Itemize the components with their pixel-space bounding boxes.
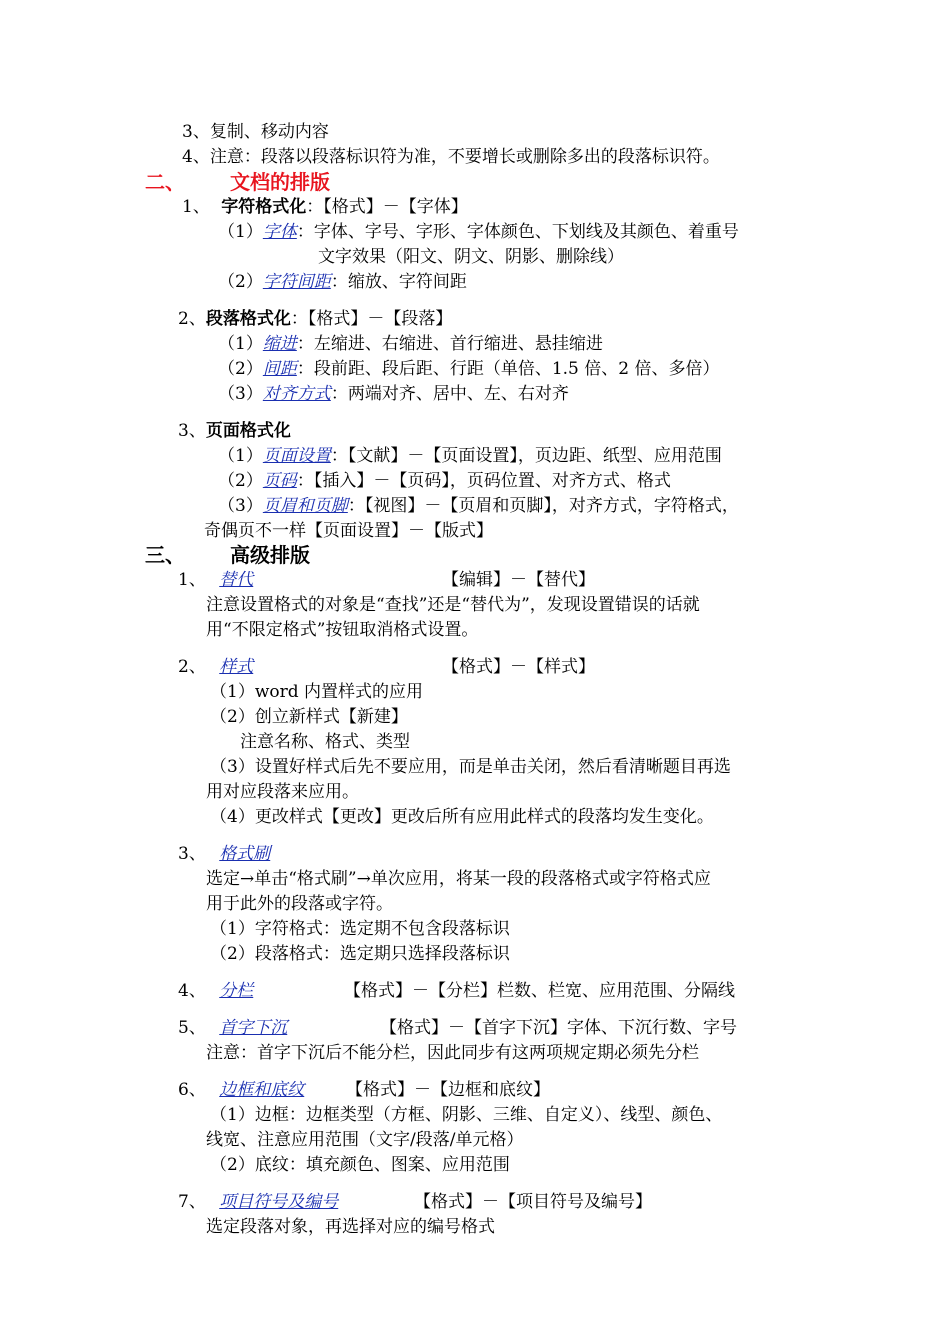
item-number: 7、 xyxy=(178,1192,206,1212)
indent-link[interactable]: 缩进 xyxy=(262,334,297,354)
item-text: ：缩放、字符间距 xyxy=(330,272,467,292)
subsection-heading xyxy=(178,1078,304,1102)
columns-link[interactable]: 分栏 xyxy=(219,981,254,1001)
paragraph-line: （3）设置好样式后先不要应用，而是单击关闭，然后看清晰题目再选 xyxy=(210,757,731,777)
header-footer-link[interactable]: 页眉和页脚 xyxy=(262,496,348,516)
subsection-heading xyxy=(178,842,270,866)
paragraph-line: （2）创立新样式【新建】 xyxy=(210,707,408,727)
item-prefix: （3） xyxy=(218,496,263,516)
paragraph-line: 用“不限定格式”按钮取消格式设置。 xyxy=(206,620,479,640)
page-number-link[interactable]: 页码 xyxy=(262,471,297,491)
subsection-heading xyxy=(178,568,253,592)
item-text: ：两端对齐、居中、左、右对齐 xyxy=(330,384,569,404)
subsection-heading xyxy=(178,1190,338,1214)
item-text: ：左缩进、右缩进、首行缩进、悬挂缩进 xyxy=(296,334,603,354)
char-spacing-link[interactable]: 字符间距 xyxy=(262,272,331,292)
list-item xyxy=(218,382,569,406)
list-item-continuation: 奇偶页不一样【页面设置】－【版式】 xyxy=(204,521,493,541)
item-number: 1、 xyxy=(178,570,206,590)
item-text: ：【视图】－【页眉和页脚】，对齐方式，字符格式， xyxy=(347,496,739,516)
item-prefix: （2） xyxy=(218,359,263,379)
section-heading xyxy=(145,543,310,567)
list-item xyxy=(218,494,739,518)
menu-path: 【格式】－【边框和底纹】 xyxy=(346,1080,550,1100)
item-prefix: （1） xyxy=(218,446,263,466)
replace-link[interactable]: 替代 xyxy=(219,570,254,590)
paragraph-line: （1）word 内置样式的应用 xyxy=(210,682,424,702)
section-heading xyxy=(145,170,330,194)
menu-path: 【格式】－【首字下沉】字体、下沉行数、字号 xyxy=(380,1018,737,1038)
section-title: 高级排版 xyxy=(229,543,310,567)
list-item xyxy=(218,220,739,244)
style-link[interactable]: 样式 xyxy=(219,657,254,677)
item-number: 3、 xyxy=(178,844,206,864)
item-prefix: （1） xyxy=(218,222,263,242)
item-number: 6、 xyxy=(178,1080,206,1100)
item-prefix: （2） xyxy=(218,272,263,292)
menu-path: 【格式】－【分栏】栏数、栏宽、应用范围、分隔线 xyxy=(344,981,735,1001)
item-number: 1、 xyxy=(182,197,210,217)
list-item xyxy=(218,332,603,356)
section-number: 二、 xyxy=(145,170,185,194)
list-item xyxy=(218,270,467,294)
subsection-heading xyxy=(178,419,291,443)
item-text: ：【格式】－【字体】 xyxy=(306,197,468,217)
item-prefix: （3） xyxy=(218,384,263,404)
subsection-heading xyxy=(178,307,452,331)
item-title: 字符格式化 xyxy=(221,197,307,217)
subsection-heading xyxy=(178,1016,287,1040)
borders-shading-link[interactable]: 边框和底纹 xyxy=(219,1080,305,1100)
paragraph-line: 选定段落对象，再选择对应的编号格式 xyxy=(206,1217,495,1237)
section-number: 三、 xyxy=(145,543,185,567)
item-number: 2、 xyxy=(178,309,206,329)
list-item xyxy=(218,469,671,493)
item-text: ：【文献】－【页面设置】，页边距、纸型、应用范围 xyxy=(330,446,722,466)
paragraph-line: 线宽、注意应用范围（文字/段落/单元格） xyxy=(206,1130,524,1150)
item-text: ：字体、字号、字形、字体颜色、下划线及其颜色、着重号 xyxy=(296,222,739,242)
paragraph-line: （2）底纹：填充颜色、图案、应用范围 xyxy=(210,1155,510,1175)
paragraph-line: （2）段落格式：选定期只选择段落标识 xyxy=(210,944,510,964)
subsection-heading xyxy=(182,195,468,219)
bullets-numbering-link[interactable]: 项目符号及编号 xyxy=(219,1192,339,1212)
item-number: 4、 xyxy=(178,981,206,1001)
paragraph-line: （4）更改样式【更改】更改后所有应用此样式的段落均发生变化。 xyxy=(210,807,714,827)
paragraph-line: 注意设置格式的对象是“查找”还是“替代为”，发现设置错误的话就 xyxy=(206,595,700,615)
paragraph-line: 用对应段落来应用。 xyxy=(206,782,359,802)
item-prefix: （1） xyxy=(218,334,263,354)
paragraph-line: （1）边框：边框类型（方框、阴影、三维、自定义）、线型、颜色、 xyxy=(210,1105,723,1125)
item-title: 段落格式化 xyxy=(205,309,291,329)
section-title: 文档的排版 xyxy=(229,170,330,194)
menu-path: 【格式】－【项目符号及编号】 xyxy=(414,1192,652,1212)
paragraph-line: 选定→单击“格式刷”→单次应用，将某一段的段落格式或字符格式应 xyxy=(206,869,711,889)
alignment-link[interactable]: 对齐方式 xyxy=(262,384,331,404)
item-text: ：段前距、段后距、行距（单倍、1.5 倍、2 倍、多倍） xyxy=(296,359,720,379)
subsection-heading xyxy=(178,979,253,1003)
list-item xyxy=(218,357,720,381)
subsection-heading xyxy=(178,655,253,679)
item-title: 页面格式化 xyxy=(205,421,291,441)
item-number: 3、 xyxy=(178,421,206,441)
paragraph-line: （1）字符格式：选定期不包含段落标识 xyxy=(210,919,510,939)
paragraph-line: 用于此外的段落或字符。 xyxy=(206,894,393,914)
list-item-continuation: 文字效果（阳文、阴文、阴影、删除线） xyxy=(318,247,624,267)
list-item xyxy=(218,444,722,468)
paragraph-line: 注意：首字下沉后不能分栏，因此同步有这两项规定期必须先分栏 xyxy=(206,1043,699,1063)
spacing-link[interactable]: 间距 xyxy=(262,359,297,379)
item-number: 2、 xyxy=(178,657,206,677)
list-item: 3、复制、移动内容 xyxy=(182,122,329,142)
item-text: ：【插入】－【页码】，页码位置、对齐方式、格式 xyxy=(296,471,671,491)
item-number: 5、 xyxy=(178,1018,206,1038)
page-setup-link[interactable]: 页面设置 xyxy=(262,446,331,466)
item-prefix: （2） xyxy=(218,471,263,491)
format-painter-link[interactable]: 格式刷 xyxy=(219,844,271,864)
drop-cap-link[interactable]: 首字下沉 xyxy=(219,1018,288,1038)
font-link[interactable]: 字体 xyxy=(262,222,297,242)
list-item: 4、注意：段落以段落标识符为准，不要增长或删除多出的段落标识符。 xyxy=(182,147,720,167)
item-text: ：【格式】－【段落】 xyxy=(290,309,453,329)
paragraph-line: 注意名称、格式、类型 xyxy=(240,732,410,752)
menu-path: 【格式】－【样式】 xyxy=(442,657,595,677)
menu-path: 【编辑】－【替代】 xyxy=(442,570,595,590)
